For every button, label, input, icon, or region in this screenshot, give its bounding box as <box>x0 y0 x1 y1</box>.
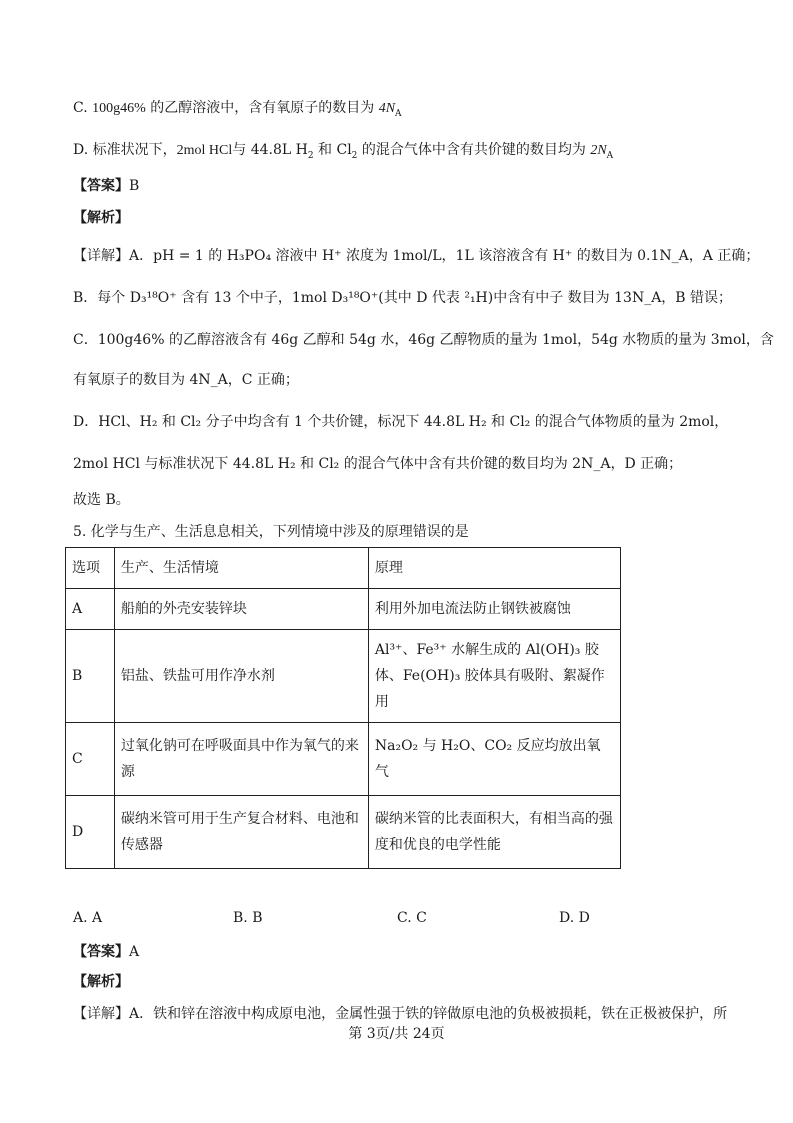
row-principle: 碳纳米管的比表面积大，有相当高的强度和优良的电学性能 <box>368 796 620 869</box>
header-option: 选项 <box>66 548 115 589</box>
analysis-heading: 【解析】 <box>73 210 129 226</box>
answer-line-2: 【答案】A <box>73 944 140 960</box>
row-option: C <box>66 723 115 796</box>
page-footer: 第 3页/共 24页 <box>348 1026 445 1042</box>
choice-a: A. A <box>73 910 103 926</box>
analysis-heading-2: 【解析】 <box>73 974 129 990</box>
row-scene: 铝盐、铁盐可用作净水剂 <box>114 630 368 723</box>
detail-c1: C．100g46% 的乙醇溶液含有 46g 乙醇和 54g 水，46g 乙醇物质的量为 1mol，54g 水物质的量为 3mol，含 <box>73 332 774 348</box>
row-option: A <box>66 589 115 630</box>
detail-a-2: 【详解】A．铁和锌在溶液中构成原电池，金属性强于铁的锌做原电池的负极被损耗，铁在正极被保护，所 <box>73 1006 728 1022</box>
row-option: B <box>66 630 115 723</box>
option-d-line: D. 标准状况下，2mol HCl与 44.8L $H_2$ 和 $Cl_2$ 的混合气体中含有共价键的数目均为 $2N_A$ <box>73 142 614 161</box>
row-principle: Na₂O₂ 与 H₂O、CO₂ 反应均放出氧气 <box>368 723 620 796</box>
detail-a: 【详解】A．pH = 1 的 H₃PO₄ 溶液中 H⁺ 浓度为 1mol/L，1L 该溶液含有 H⁺ 的数目为 0.1N_A，A 正确； <box>73 248 760 264</box>
choice-c: C. C <box>397 910 427 926</box>
table-row <box>66 796 621 869</box>
choice-b: B. B <box>233 910 263 926</box>
question-5: 5. 化学与生产、生活息息相关，下列情境中涉及的原理错误的是 <box>73 524 469 540</box>
row-principle: 利用外加电流法防止钢铁被腐蚀 <box>368 589 620 630</box>
row-scene: 船舶的外壳安装锌块 <box>114 589 368 630</box>
detail-d1: D．HCl、H₂ 和 Cl₂ 分子中均含有 1 个共价键，标况下 44.8L H₂ 和 Cl₂ 的混合气体物质的量为 2mol， <box>73 414 729 430</box>
row-principle: Al³⁺、Fe³⁺ 水解生成的 Al(OH)₃ 胶体、Fe(OH)₃ 胶体具有吸附、絮凝作用 <box>368 630 620 723</box>
table-row <box>66 723 621 796</box>
row-option: D <box>66 796 115 869</box>
answer-line: 【答案】B <box>73 178 140 194</box>
option-c-line: C. 100g46% 的乙醇溶液中，含有氧原子的数目为 $4N_A$ <box>73 100 402 119</box>
header-scene: 生产、生活情境 <box>114 548 368 589</box>
conclusion: 故选 B。 <box>73 492 130 508</box>
header-principle: 原理 <box>368 548 620 589</box>
row-scene: 碳纳米管可用于生产复合材料、电池和传感器 <box>114 796 368 869</box>
table-row <box>66 630 621 723</box>
detail-b: B．每个 D₃¹⁸O⁺ 含有 13 个中子，1mol D₃¹⁸O⁺(其中 D 代表 ²₁H)中含有中子 数目为 13N_A，B 错误； <box>73 290 733 306</box>
table-header-row <box>66 548 621 589</box>
options-table <box>65 547 621 869</box>
choice-d: D. D <box>559 910 590 926</box>
detail-d2: 2mol HCl 与标准状况下 44.8L H₂ 和 Cl₂ 的混合气体中含有共价键的数目均为 2N_A，D 正确； <box>73 456 683 472</box>
table-row <box>66 589 621 630</box>
detail-c2: 有氧原子的数目为 4N_A，C 正确； <box>73 372 299 388</box>
row-scene: 过氧化钠可在呼吸面具中作为氧气的来源 <box>114 723 368 796</box>
